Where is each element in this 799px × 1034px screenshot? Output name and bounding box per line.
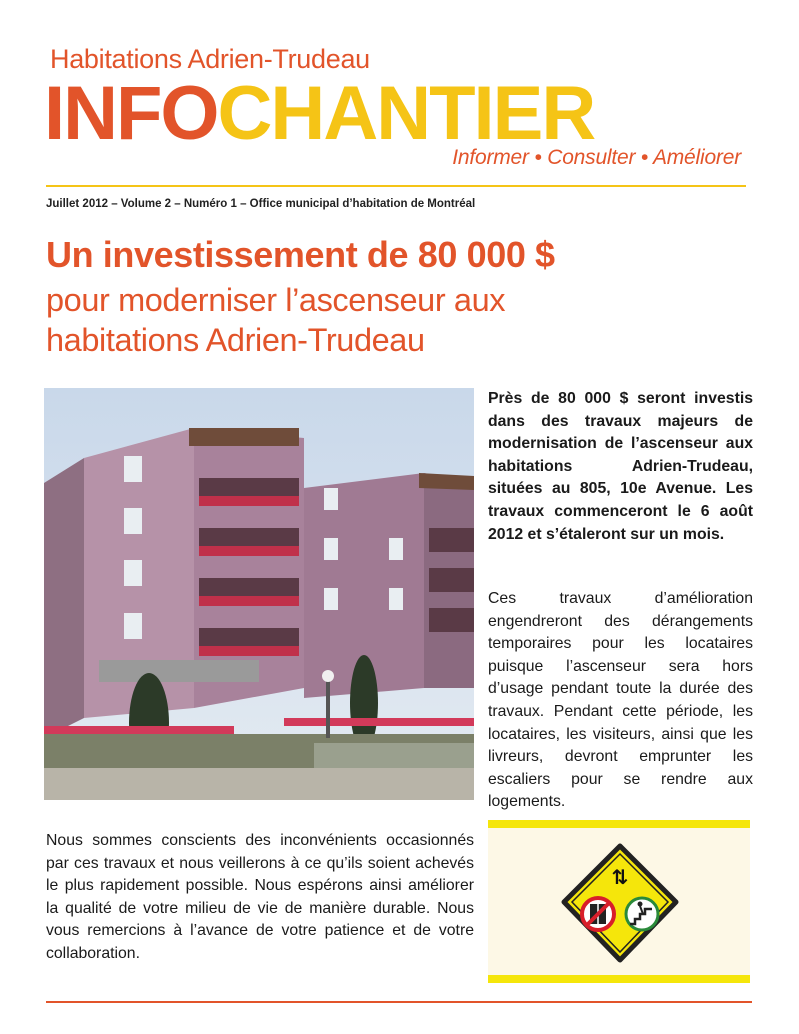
footer-divider bbox=[46, 1001, 752, 1003]
article-body-right: Ces travaux d’amélioration engendreront des dérangements temporaires pour les locataires puisque l’ascenseur sera hors d’usage pendant toute la durée des travaux. Pendant cette période, les locataires, les visiteurs, ainsi que les livreurs, devront emprunter les escaliers pour se rendre aux logements. bbox=[488, 590, 753, 811]
article-body-left: Nous sommes conscients des inconvénients occasionnés par ces travaux et nous veillerons à ce qu’ils soient achevés le plus rapidement possible. Nous espérons ainsi améliorer la qualité de votre milieu de vie de manière durable. Nous vous remercions à l’avance de votre patience et de votre collaboration. bbox=[46, 832, 474, 962]
svg-text:⇅: ⇅ bbox=[611, 865, 629, 889]
subhead-line-2: habitations Adrien-Trudeau bbox=[46, 322, 425, 358]
tagline: Informer • Consulter • Améliorer bbox=[452, 146, 741, 169]
masthead-info: INFO bbox=[44, 71, 218, 156]
subhead-line-1: pour moderniser l’ascenseur aux bbox=[46, 282, 506, 318]
building-photo bbox=[44, 388, 474, 800]
article-headline: Un investissement de 80 000 $ bbox=[46, 234, 555, 275]
masthead bbox=[44, 71, 595, 156]
masthead-chantier: CHANTIER bbox=[217, 71, 595, 156]
article-lead: Près de 80 000 $ seront investis dans des travaux majeurs de modernisation de l’ascenseur aux habitations Adrien-Trudeau, situées au 805, 10e Avenue. Les travaux commenceront le 6 août 2012 et s’étaleront sur un mois. bbox=[488, 390, 753, 543]
issue-line: Juillet 2012 – Volume 2 – Numéro 1 – Office municipal d’habitation de Montréal bbox=[46, 198, 476, 210]
elevator-out-of-order-use-stairs-sign-icon bbox=[560, 842, 680, 964]
sign-panel bbox=[488, 820, 750, 983]
header-divider bbox=[46, 185, 746, 187]
publication-subtitle: Habitations Adrien-Trudeau bbox=[50, 44, 370, 74]
article-subhead bbox=[46, 280, 746, 360]
